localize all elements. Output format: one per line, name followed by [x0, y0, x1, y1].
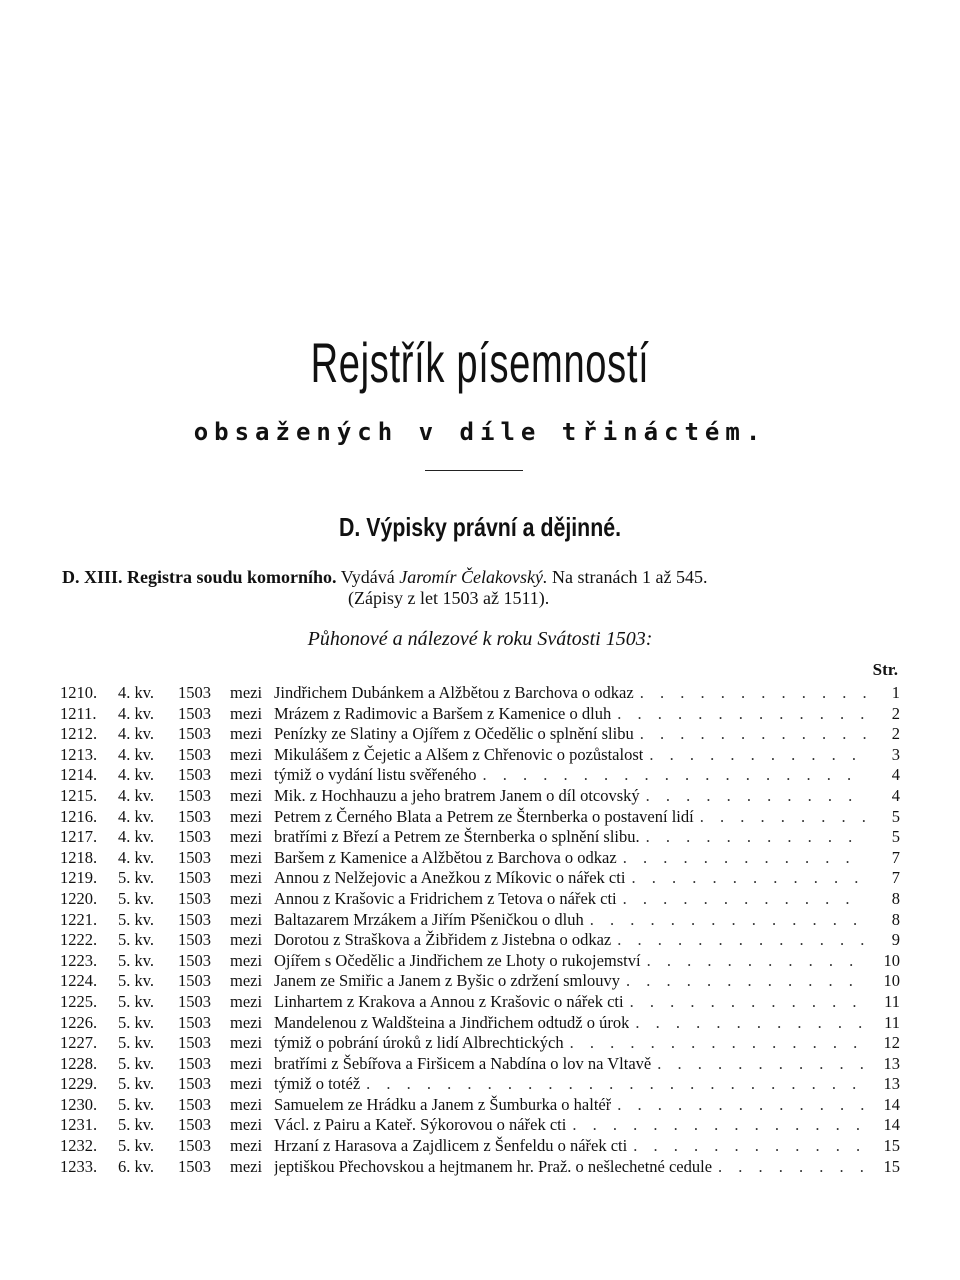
register-name: Registra soudu komorního. — [127, 567, 337, 587]
entry-description: Mrázem z Radimovic a Baršem z Kamenice o dluh — [274, 703, 612, 723]
entry-page: 11 — [884, 991, 900, 1011]
entry-year: 1503 — [178, 1156, 211, 1176]
dot-leader — [646, 827, 866, 848]
list-item — [60, 1074, 900, 1095]
register-line — [62, 566, 902, 588]
entry-page: 4 — [891, 765, 900, 785]
toc-heading: Půhonové a nálezové k roku Svátosti 1503: — [307, 628, 653, 650]
list-item — [60, 848, 900, 869]
entry-between: mezi — [230, 847, 263, 867]
entry-between: mezi — [230, 930, 263, 950]
dot-leader — [640, 683, 866, 704]
dot-leader — [570, 1033, 866, 1054]
entry-description: týmiž o vydání listu svěřeného — [274, 765, 477, 785]
entry-number: 1228. — [60, 1053, 98, 1073]
entry-date: 5. kv. — [118, 930, 155, 950]
dot-leader — [617, 930, 866, 951]
entry-number: 1210. — [60, 683, 98, 702]
dot-leader — [640, 724, 866, 745]
entry-date: 5. kv. — [118, 1012, 155, 1032]
dot-leader — [626, 971, 866, 992]
editor-name: Jaromír Čelakovský. — [399, 567, 548, 587]
entry-number: 1218. — [60, 847, 98, 867]
entry-description: Petrem z Černého Blata a Petrem ze Šternberka o postavení lidí — [274, 806, 694, 826]
entry-description: jeptiškou Přechovskou a hejtmanem hr. Praž. o nešlechetné cedule — [274, 1156, 713, 1176]
dot-leader — [483, 765, 866, 786]
entry-year: 1503 — [178, 847, 211, 867]
entry-date: 4. kv. — [118, 847, 155, 867]
entry-year: 1503 — [178, 971, 211, 991]
list-item — [60, 1013, 900, 1034]
entry-year: 1503 — [178, 991, 211, 1011]
entry-year: 1503 — [178, 950, 211, 970]
dot-leader — [630, 992, 866, 1013]
dot-leader — [657, 1054, 866, 1075]
entry-date: 4. kv. — [118, 785, 155, 805]
entry-date: 5. kv. — [118, 1053, 155, 1073]
entry-number: 1229. — [60, 1074, 98, 1094]
entry-between: mezi — [230, 991, 263, 1011]
entry-between: mezi — [230, 806, 263, 826]
entry-page: 1 — [891, 683, 900, 702]
entry-description: Baltazarem Mrzákem a Jiřím Pšeničkou o dluh — [274, 909, 584, 929]
entry-year: 1503 — [178, 1033, 211, 1053]
entry-between: mezi — [230, 1074, 263, 1094]
entry-between: mezi — [230, 1012, 263, 1032]
entry-date: 5. kv. — [118, 868, 155, 888]
list-item — [60, 1115, 900, 1136]
entry-year: 1503 — [178, 1136, 211, 1156]
entry-date: 4. kv. — [118, 827, 155, 847]
entry-between: mezi — [230, 950, 263, 970]
entry-year: 1503 — [178, 724, 211, 744]
list-item — [60, 868, 900, 889]
entry-year: 1503 — [178, 703, 211, 723]
entry-list — [60, 683, 900, 1177]
entry-date: 4. kv. — [118, 744, 155, 764]
entry-page: 7 — [891, 847, 900, 867]
list-item — [60, 930, 900, 951]
entry-description: Dorotou z Straškova a Žibřidem z Jistebna o odkaz — [274, 930, 612, 950]
dot-leader — [649, 745, 866, 766]
entry-description: Hrzaní z Harasova a Zajdlicem z Šenfeldu o nářek cti — [274, 1136, 628, 1156]
entry-page: 12 — [883, 1033, 900, 1053]
entry-page: 3 — [891, 744, 900, 764]
entry-description: Jindřichem Dubánkem a Alžbětou z Barchova o odkaz — [274, 683, 634, 702]
entry-description: týmiž o pobrání úroků z lidí Albrechtických — [274, 1033, 564, 1053]
entry-page: 10 — [883, 971, 900, 991]
entry-page: 14 — [883, 1094, 900, 1114]
entry-date: 5. kv. — [118, 950, 155, 970]
entry-year: 1503 — [178, 1012, 211, 1032]
entry-description: Annou z Krašovic a Fridrichem z Tetova o nářek cti — [274, 888, 617, 908]
entry-number: 1227. — [60, 1033, 98, 1053]
pages-note: Na stranách 1 až 545. — [552, 567, 708, 587]
entry-date: 5. kv. — [118, 1136, 155, 1156]
entry-description: Samuelem ze Hrádku a Janem z Šumburka o haltéř — [274, 1094, 612, 1114]
entry-between: mezi — [230, 909, 263, 929]
page-column-label: Str. — [872, 660, 898, 679]
entry-page: 13 — [883, 1074, 900, 1094]
list-item — [60, 807, 900, 828]
entry-between: mezi — [230, 1136, 263, 1156]
page-title: Rejstřík písemností — [310, 331, 650, 394]
list-item — [60, 1054, 900, 1075]
entry-number: 1225. — [60, 991, 98, 1011]
dot-leader — [718, 1157, 866, 1178]
dot-leader — [572, 1115, 866, 1136]
entry-number: 1233. — [60, 1156, 98, 1176]
entry-description: Ojířem s Očedělic a Jindřichem ze Lhoty o rukojemství — [274, 950, 641, 970]
title-divider — [425, 470, 523, 471]
entry-number: 1221. — [60, 909, 98, 929]
entry-year: 1503 — [178, 683, 211, 702]
entry-description: bratřími z Březí a Petrem ze Šternberka o splnění slibu. — [274, 827, 640, 847]
list-item — [60, 765, 900, 786]
dot-leader — [633, 1136, 866, 1157]
entry-between: mezi — [230, 765, 263, 785]
entry-between: mezi — [230, 1115, 263, 1135]
entry-description: Václ. z Pairu a Kateř. Sýkorovou o nářek cti — [274, 1115, 567, 1135]
dot-leader — [590, 910, 866, 931]
entry-date: 4. kv. — [118, 683, 155, 702]
entry-between: mezi — [230, 827, 263, 847]
entry-description: Janem ze Smiřic a Janem z Byšic o zdržení smlouvy — [274, 971, 620, 991]
dot-leader — [700, 807, 866, 828]
entry-date: 5. kv. — [118, 991, 155, 1011]
section-heading: D. Výpisky právní a dějinné. — [338, 512, 622, 542]
entry-number: 1213. — [60, 744, 98, 764]
entry-number: 1230. — [60, 1094, 98, 1114]
dot-leader — [635, 1013, 866, 1034]
list-item — [60, 786, 900, 807]
entry-description: bratřími z Šebířova a Firšicem a Nabdína o lov na Vltavě — [274, 1053, 652, 1073]
entry-page: 9 — [891, 930, 900, 950]
entry-page: 8 — [891, 888, 900, 908]
dot-leader — [617, 1095, 866, 1116]
list-item — [60, 992, 900, 1013]
entry-date: 6. kv. — [118, 1156, 155, 1176]
entry-number: 1222. — [60, 930, 98, 950]
entry-description: Penízky ze Slatiny a Ojířem z Očedělic o splnění slibu — [274, 724, 634, 744]
entry-year: 1503 — [178, 765, 211, 785]
dot-leader — [617, 704, 866, 725]
dot-leader — [623, 889, 866, 910]
entry-date: 4. kv. — [118, 806, 155, 826]
dot-leader — [631, 868, 866, 889]
entry-date: 5. kv. — [118, 888, 155, 908]
entry-number: 1217. — [60, 827, 98, 847]
editor-prefix: Vydává — [340, 567, 395, 587]
entry-number: 1232. — [60, 1136, 98, 1156]
entry-year: 1503 — [178, 930, 211, 950]
entry-description: Baršem z Kamenice a Alžbětou z Barchova o odkaz — [274, 847, 617, 867]
entry-between: mezi — [230, 724, 263, 744]
entry-year: 1503 — [178, 868, 211, 888]
entry-number: 1220. — [60, 888, 98, 908]
entry-page: 8 — [891, 909, 900, 929]
entry-page: 15 — [883, 1156, 900, 1176]
entry-between: mezi — [230, 1094, 263, 1114]
entry-page: 14 — [883, 1115, 900, 1135]
entry-date: 5. kv. — [118, 909, 155, 929]
entry-number: 1219. — [60, 868, 98, 888]
register-code: D. XIII. — [62, 567, 123, 587]
entry-description: Mik. z Hochhauzu a jeho bratrem Janem o díl otcovský — [274, 785, 640, 805]
entry-page: 13 — [883, 1053, 900, 1073]
entry-page: 7 — [891, 868, 900, 888]
list-item — [60, 724, 900, 745]
list-item — [60, 1033, 900, 1054]
entry-number: 1214. — [60, 765, 98, 785]
entry-year: 1503 — [178, 1094, 211, 1114]
page-subtitle: obsažených v díle třináctém. — [193, 418, 767, 446]
entry-number: 1224. — [60, 971, 98, 991]
entry-number: 1216. — [60, 806, 98, 826]
entry-number: 1211. — [60, 703, 97, 723]
entry-between: mezi — [230, 888, 263, 908]
entry-number: 1212. — [60, 724, 98, 744]
entry-description: Linhartem z Krakova a Annou z Krašovic o nářek cti — [274, 991, 624, 1011]
list-item — [60, 683, 900, 704]
entry-date: 5. kv. — [118, 1094, 155, 1114]
entry-description: Mandelenou z Waldšteina a Jindřichem odtudž o úrok — [274, 1012, 630, 1032]
entry-between: mezi — [230, 1033, 263, 1053]
entry-date: 5. kv. — [118, 1033, 155, 1053]
list-item — [60, 827, 900, 848]
entry-number: 1226. — [60, 1012, 98, 1032]
entry-between: mezi — [230, 1053, 263, 1073]
dot-leader — [623, 848, 866, 869]
entry-number: 1223. — [60, 950, 98, 970]
entry-number: 1215. — [60, 785, 98, 805]
entry-page: 4 — [891, 785, 900, 805]
entry-page: 2 — [891, 703, 900, 723]
entry-description: týmiž o totéž — [274, 1074, 361, 1094]
entry-page: 10 — [883, 950, 900, 970]
entry-date: 4. kv. — [118, 765, 155, 785]
entry-between: mezi — [230, 683, 263, 702]
dot-leader — [366, 1074, 866, 1095]
entry-year: 1503 — [178, 827, 211, 847]
entry-date: 5. kv. — [118, 1074, 155, 1094]
entry-year: 1503 — [178, 1053, 211, 1073]
entry-between: mezi — [230, 868, 263, 888]
entry-year: 1503 — [178, 909, 211, 929]
entry-year: 1503 — [178, 1115, 211, 1135]
entry-page: 15 — [883, 1136, 900, 1156]
entry-page: 2 — [891, 724, 900, 744]
entry-description: Mikulášem z Čejetic a Alšem z Chřenovic o pozůstalost — [274, 744, 644, 764]
list-item — [60, 1095, 900, 1116]
entry-page: 5 — [891, 806, 900, 826]
list-item — [60, 971, 900, 992]
entry-page: 11 — [884, 1012, 900, 1032]
entry-year: 1503 — [178, 1074, 211, 1094]
list-item — [60, 745, 900, 766]
entry-year: 1503 — [178, 806, 211, 826]
entry-description: Annou z Nelžejovic a Anežkou z Míkovic o nářek cti — [274, 868, 626, 888]
entry-between: mezi — [230, 744, 263, 764]
dot-leader — [647, 951, 866, 972]
entry-year: 1503 — [178, 785, 211, 805]
list-item — [60, 1136, 900, 1157]
entry-date: 4. kv. — [118, 703, 155, 723]
entry-year: 1503 — [178, 888, 211, 908]
dot-leader — [646, 786, 866, 807]
entry-between: mezi — [230, 1156, 263, 1176]
entry-between: mezi — [230, 785, 263, 805]
entry-page: 5 — [891, 827, 900, 847]
entry-number: 1231. — [60, 1115, 98, 1135]
entry-between: mezi — [230, 703, 263, 723]
entry-year: 1503 — [178, 744, 211, 764]
list-item — [60, 1157, 900, 1178]
list-item — [60, 889, 900, 910]
entry-date: 4. kv. — [118, 724, 155, 744]
list-item — [60, 704, 900, 725]
entry-between: mezi — [230, 971, 263, 991]
register-dates: (Zápisy z let 1503 až 1511). — [348, 588, 550, 608]
list-item — [60, 951, 900, 972]
list-item — [60, 910, 900, 931]
entry-date: 5. kv. — [118, 971, 155, 991]
entry-date: 5. kv. — [118, 1115, 155, 1135]
